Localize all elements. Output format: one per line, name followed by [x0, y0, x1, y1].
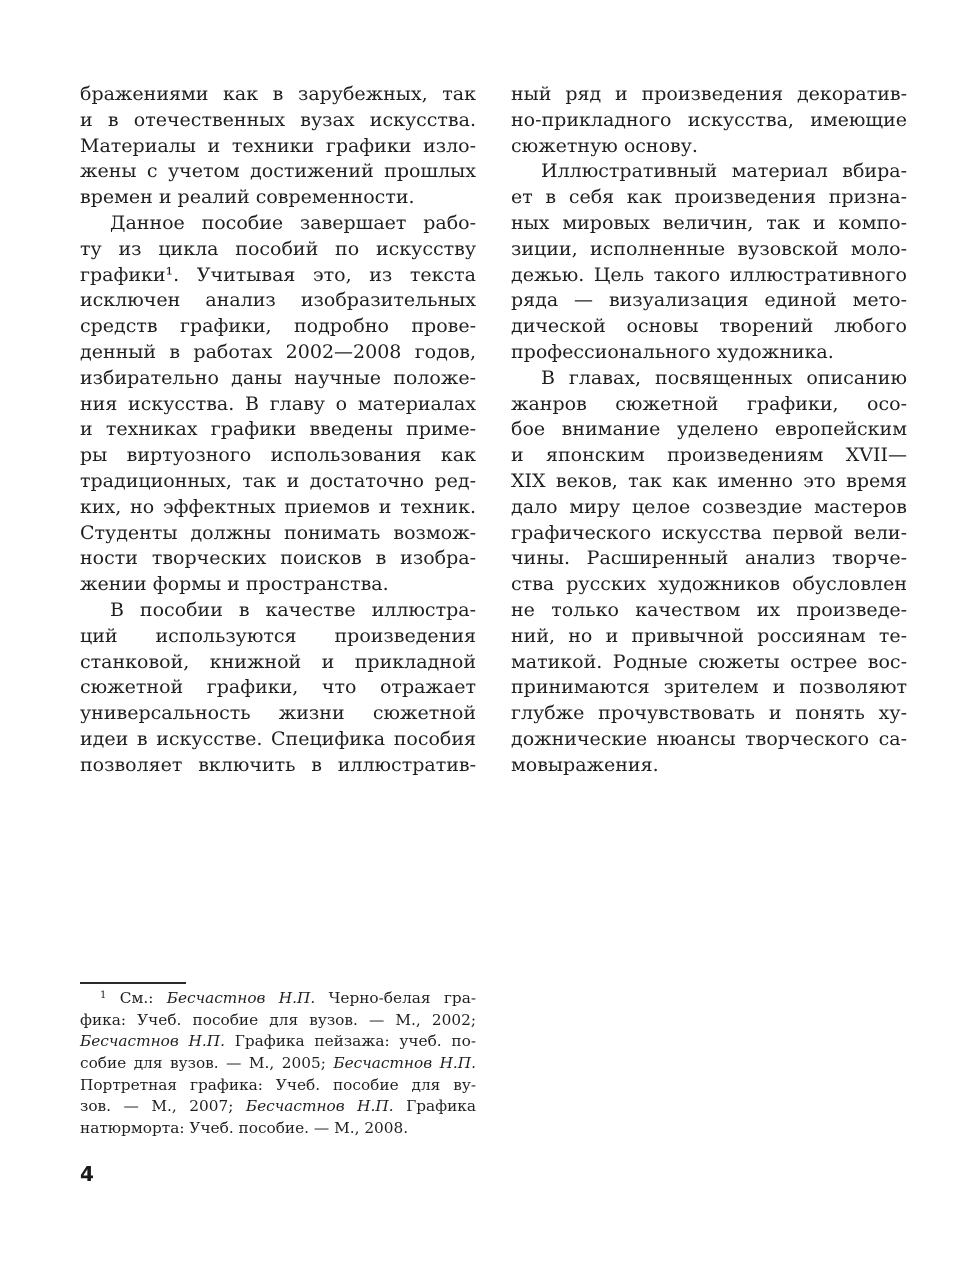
text-line: сюжетной графики, что отражает: [80, 676, 476, 699]
footnote-author: Бесчастнов Н.П.: [166, 989, 316, 1007]
text-line: дежью. Цель такого иллюстративного: [511, 263, 907, 286]
text-line: ства русских художников обусловлен: [511, 573, 907, 596]
footnote-line: [80, 1053, 476, 1075]
text-line: ры виртуозного использования как: [80, 444, 476, 467]
text-line: и техниках графики введены приме-: [80, 418, 476, 441]
text-line: исключен анализ изобразительных: [80, 289, 476, 312]
text-line: дало миру целое созвездие мастеров: [511, 495, 907, 518]
text-line: дической основы творений любого: [511, 315, 907, 338]
footnote-marker: 1: [100, 990, 107, 1001]
footnote: [80, 988, 476, 1140]
text-line: бое внимание уделено европейским: [511, 418, 907, 441]
footnote-text: зов. — М., 2007;: [80, 1097, 246, 1116]
footnote-text: Графика пейзажа: учеб. по-: [224, 1032, 476, 1051]
footnote-line: [80, 988, 476, 1010]
text-line: не только качеством их произведе-: [511, 598, 907, 621]
text-line: избирательно даны научные положе-: [80, 366, 476, 389]
text-line: средств графики, подробно прове-: [80, 315, 476, 338]
text-line: ний, но и привычной россиянам те-: [511, 624, 907, 647]
text-line: традиционных, так и достаточно ред-: [80, 469, 476, 492]
text-line: Студенты должны понимать возмож-: [80, 521, 476, 544]
text-line: сюжетную основу.: [511, 134, 698, 157]
text-line: принимаются зрителем и позволяют: [511, 676, 907, 699]
footnote-line: [80, 1075, 476, 1097]
text-line: ряда — визуализация единой мето-: [511, 289, 907, 312]
text-line: позволяет включить в иллюстратив-: [80, 753, 476, 776]
text-line: и японским произведениям XVII—: [511, 444, 907, 467]
text-line: чины. Расширенный анализ творче-: [511, 547, 907, 570]
text-line: ния искусства. В главу о материалах: [80, 392, 476, 415]
text-line: глубже прочувствовать и понять ху-: [511, 702, 907, 725]
footnote-separator: [80, 982, 186, 984]
text-line: В пособии в качестве иллюстра-: [110, 598, 476, 621]
footnote-line: [80, 1010, 476, 1032]
text-line: ту из цикла пособий по искусству: [80, 237, 476, 260]
text-line: ций используются произведения: [80, 624, 476, 647]
text-line: и в отечественных вузах искусства.: [80, 108, 476, 131]
text-line: профессионального художника.: [511, 340, 834, 363]
text-line: денный в работах 2002—2008 годов,: [80, 340, 476, 363]
footnote-author: Бесчастнов Н.П.: [80, 1032, 225, 1051]
footnote-text: Черно-белая гра-: [315, 989, 476, 1007]
footnote-text: Графика: [393, 1097, 476, 1116]
text-line: ет в себя как произведения призна-: [511, 186, 907, 209]
footnote-text: См.:: [119, 989, 167, 1007]
right-text-column: [511, 82, 907, 779]
footnote-text: натюрморта: Учеб. пособие. — М., 2008.: [80, 1119, 409, 1138]
footnote-line: [80, 1031, 476, 1053]
text-line: универсальность жизни сюжетной: [80, 702, 476, 725]
footnote-text: фика: Учеб. пособие для вузов. — М., 2002;: [80, 1010, 476, 1029]
text-line: В главах, посвященных описанию: [541, 366, 907, 389]
text-line: жены с учетом достижений прошлых: [80, 160, 476, 183]
text-line: Материалы и техники графики изло-: [80, 134, 476, 157]
footnote-author: Бесчастнов Н.П.: [245, 1097, 394, 1116]
footnote-text: собие для вузов. — М., 2005;: [80, 1054, 334, 1073]
text-line: идеи в искусстве. Специфика пособия: [80, 727, 476, 750]
text-line: станковой, книжной и прикладной: [80, 650, 476, 673]
page-number: 4: [80, 1162, 94, 1186]
footnote-author: Бесчастнов Н.П.: [333, 1054, 476, 1073]
footnote-line: [80, 1118, 476, 1140]
text-line: графического искусства первой вели-: [511, 521, 907, 544]
text-line: Данное пособие завершает рабо-: [110, 211, 476, 234]
text-line: ности творческих поисков в изобра-: [80, 547, 476, 570]
text-line: дожнические нюансы творческого са-: [511, 727, 907, 750]
footnote-text: Портретная графика: Учеб. пособие для ву-: [80, 1075, 476, 1094]
text-line: жанров сюжетной графики, осо-: [511, 392, 907, 415]
text-line: бражениями как в зарубежных, так: [80, 83, 476, 105]
text-line: графики¹. Учитывая это, из текста: [80, 263, 476, 286]
footnote-line: [80, 1096, 476, 1118]
text-line: ный ряд и произведения декоратив-: [511, 83, 907, 105]
left-text-column: [80, 82, 476, 779]
text-line: времен и реалий современности.: [80, 186, 415, 209]
text-line: ких, но эффектных приемов и техник.: [80, 495, 476, 518]
text-line: но-прикладного искусства, имеющие: [511, 108, 907, 131]
text-line: ных мировых величин, так и компо-: [511, 211, 907, 234]
text-line: матикой. Родные сюжеты острее вос-: [511, 650, 907, 673]
text-line: XIX веков, так как именно это время: [511, 469, 907, 492]
text-line: Иллюстративный материал вбира-: [541, 160, 907, 183]
text-line: мовыражения.: [511, 753, 659, 776]
text-line: зиции, исполненные вузовской моло-: [511, 237, 907, 260]
text-line: жении формы и пространства.: [80, 573, 389, 596]
